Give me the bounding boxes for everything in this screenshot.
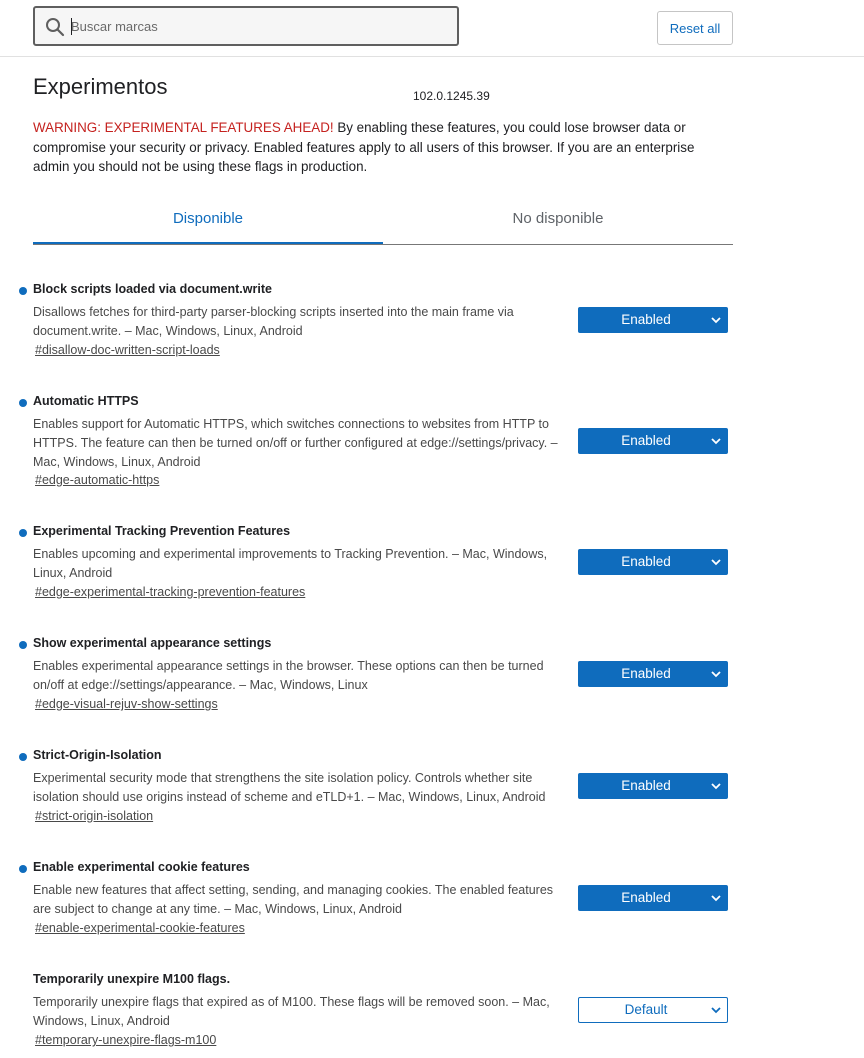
modified-indicator-dot [19,865,27,873]
flag-state-value: Enabled [621,778,671,793]
flag-description: Disallows fetches for third-party parser-blocking scripts inserted into the main frame via document.write. – Mac, Windows, Linux, Android [33,305,514,338]
flag-state-select[interactable] [578,997,728,1023]
modified-indicator-dot [19,399,27,407]
search-box[interactable] [33,6,459,46]
flag-link[interactable]: #edge-visual-rejuv-show-settings [35,697,218,711]
modified-indicator-dot [19,641,27,649]
flag-state-value: Enabled [621,666,671,681]
modified-indicator-dot [19,753,27,761]
flag-title: Strict-Origin-Isolation [33,748,162,762]
chevron-down-icon [711,316,721,324]
flag-link[interactable]: #strict-origin-isolation [35,809,154,823]
flag-item [0,636,864,716]
flag-title: Experimental Tracking Prevention Features [33,524,291,538]
flag-title: Show experimental appearance settings [33,636,272,650]
text-caret [71,18,72,35]
flag-link[interactable]: #temporary-unexpire-flags-m100 [35,1033,217,1047]
flag-link[interactable]: #enable-experimental-cookie-features [35,921,245,935]
flag-item [0,748,864,828]
flag-state-value: Default [624,1002,668,1017]
chevron-down-icon [711,558,721,566]
flag-link[interactable]: #disallow-doc-written-script-loads [35,343,220,357]
chevron-down-icon [711,782,721,790]
warning-body: By enabling these features, you could lose browser data or compromise your security or privacy. Enabled features apply to all users of this browser. If you are an enterprise admin you should not be using these flags in production. [33,120,695,174]
flag-state-value: Enabled [621,312,671,327]
page-title: Experimentos [33,74,168,99]
flag-state-value: Enabled [621,554,671,569]
flag-state-select[interactable] [578,885,728,911]
top-toolbar [0,0,864,57]
flag-state-select[interactable] [578,428,728,454]
flag-state-select[interactable] [578,773,728,799]
flag-link[interactable]: #edge-automatic-https [35,473,160,487]
tab-available[interactable]: Disponible [33,198,383,244]
tab-bar [33,198,733,245]
modified-indicator-dot [19,529,27,537]
modified-indicator-dot [19,287,27,295]
flag-title: Automatic HTTPS [33,394,139,408]
flag-description: Enables upcoming and experimental improvements to Tracking Prevention. – Mac, Windows, Linux, Android [33,547,548,580]
flag-state-select[interactable] [578,661,728,687]
warning-prefix: WARNING: EXPERIMENTAL FEATURES AHEAD! [33,120,334,135]
flag-item [0,394,864,494]
flag-description: Enables support for Automatic HTTPS, which switches connections to websites from HTTP to HTTPS. The feature can then be turned on/off or further configured at edge://settings/privacy. – Mac, Windows, Linux, Android [33,417,558,469]
tab-unavailable[interactable]: No disponible [512,210,604,227]
flag-title: Block scripts loaded via document.write [33,282,272,296]
warning-message [33,118,733,177]
flag-description: Enables experimental appearance settings in the browser. These options can then be turned on/off at edge://settings/appearance. – Mac, Windows, Linux [33,659,544,692]
flag-state-value: Enabled [621,890,671,905]
flag-title: Enable experimental cookie features [33,860,250,874]
search-input[interactable] [71,8,451,44]
flag-description: Experimental security mode that strengthens the site isolation policy. Controls whether site isolation should use origins instead of scheme and eTLD+1. – Mac, Windows, Linux, Android [33,771,546,804]
chevron-down-icon [711,437,721,445]
flag-item [0,282,864,362]
chevron-down-icon [711,894,721,902]
flag-state-value: Enabled [621,433,671,448]
chevron-down-icon [711,670,721,678]
flag-state-select[interactable] [578,549,728,575]
version-number: 102.0.1245.39 [413,89,490,103]
flag-item [0,972,864,1052]
flag-link[interactable]: #edge-experimental-tracking-prevention-features [35,585,306,599]
reset-all-button[interactable]: Reset all [657,11,733,45]
flag-state-select[interactable] [578,307,728,333]
flag-description: Enable new features that affect setting, sending, and managing cookies. The enabled features are subject to change at any time. – Mac, Windows, Linux, Android [33,883,554,916]
flag-description: Temporarily unexpire flags that expired as of M100. These flags will be removed soon. – Mac, Windows, Linux, Android [33,995,550,1028]
search-icon [45,17,65,37]
chevron-down-icon [711,1006,721,1014]
flag-item [0,524,864,604]
flag-title: Temporarily unexpire M100 flags. [33,972,231,986]
flag-item [0,860,864,940]
